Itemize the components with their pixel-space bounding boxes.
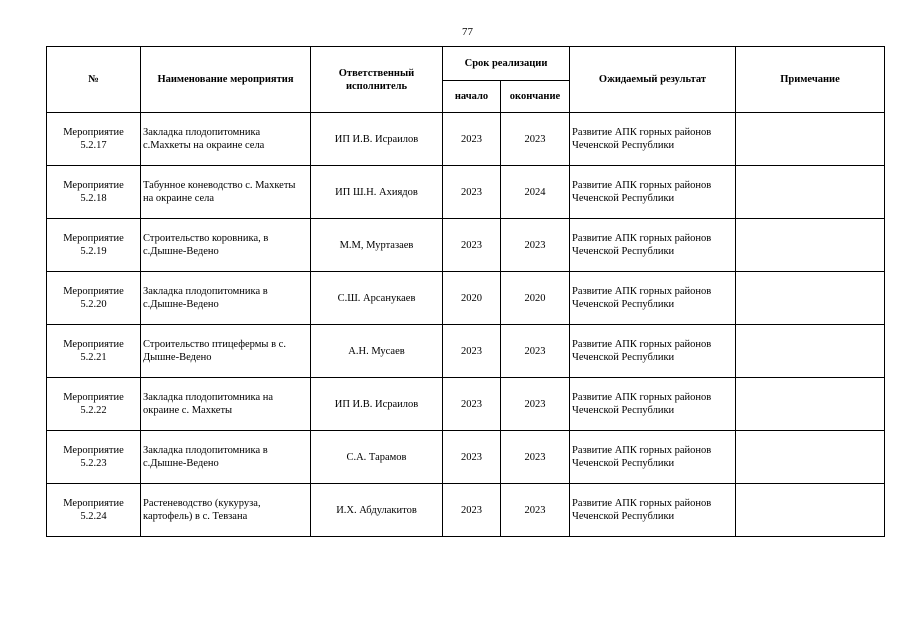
measure-start: 2023 <box>443 431 501 484</box>
measure-result: Развитие АПК горных районов Чеченской Республики <box>570 219 736 272</box>
measure-number-cell <box>47 325 141 378</box>
measure-number-cell <box>47 219 141 272</box>
measure-result: Развитие АПК горных районов Чеченской Республики <box>570 113 736 166</box>
measure-note <box>736 219 885 272</box>
measure-number-cell <box>47 166 141 219</box>
table-row <box>47 113 885 166</box>
measure-name: Растеневодство (кукуруза, картофель) в с. Тевзана <box>141 484 311 537</box>
measure-number-cell <box>47 484 141 537</box>
measure-name: Строительство птицефермы в с. Дышне-Ведено <box>141 325 311 378</box>
measure-responsible: С.Ш. Арсанукаев <box>311 272 443 325</box>
measure-label: Мероприятие <box>63 233 124 244</box>
table-header <box>47 47 885 113</box>
measure-name: Табунное коневодство с. Махкеты на окраине села <box>141 166 311 219</box>
measure-label: Мероприятие <box>63 392 124 403</box>
table-row <box>47 378 885 431</box>
table-row <box>47 219 885 272</box>
header-note: Примечание <box>736 47 885 113</box>
measure-end: 2023 <box>501 431 570 484</box>
header-start: начало <box>443 81 501 113</box>
measure-responsible: ИП И.В. Исраилов <box>311 378 443 431</box>
measure-label: Мероприятие <box>63 498 124 509</box>
measure-label: Мероприятие <box>63 339 124 350</box>
measure-responsible: А.Н. Мусаев <box>311 325 443 378</box>
measure-start: 2023 <box>443 113 501 166</box>
measure-start: 2023 <box>443 378 501 431</box>
measure-end: 2023 <box>501 484 570 537</box>
table-row <box>47 325 885 378</box>
header-end: окончание <box>501 81 570 113</box>
measure-note <box>736 272 885 325</box>
measure-code: 5.2.17 <box>80 140 107 151</box>
measure-result: Развитие АПК горных районов Чеченской Республики <box>570 378 736 431</box>
measure-note <box>736 325 885 378</box>
measure-name: Закладка плодопитомника в с.Дышне-Ведено <box>141 272 311 325</box>
measure-code: 5.2.23 <box>80 458 107 469</box>
measure-label: Мероприятие <box>63 445 124 456</box>
measures-table <box>46 46 885 537</box>
measure-number-cell <box>47 431 141 484</box>
measure-code: 5.2.22 <box>80 405 107 416</box>
measure-start: 2020 <box>443 272 501 325</box>
measure-start: 2023 <box>443 325 501 378</box>
measure-result: Развитие АПК горных районов Чеченской Республики <box>570 325 736 378</box>
measure-note <box>736 431 885 484</box>
measure-label: Мероприятие <box>63 180 124 191</box>
measure-note <box>736 484 885 537</box>
measure-label: Мероприятие <box>63 127 124 138</box>
measure-responsible: ИП И.В. Исраилов <box>311 113 443 166</box>
measure-start: 2023 <box>443 166 501 219</box>
measure-code: 5.2.24 <box>80 511 107 522</box>
measure-code: 5.2.21 <box>80 352 107 363</box>
measure-label: Мероприятие <box>63 286 124 297</box>
header-period: Срок реализации <box>443 47 570 81</box>
measure-note <box>736 166 885 219</box>
measure-code: 5.2.20 <box>80 299 107 310</box>
measure-code: 5.2.19 <box>80 246 107 257</box>
measure-responsible: ИП Ш.Н. Ахиядов <box>311 166 443 219</box>
measure-end: 2024 <box>501 166 570 219</box>
measure-number-cell <box>47 113 141 166</box>
measure-name: Закладка плодопитомника в с.Дышне-Ведено <box>141 431 311 484</box>
measure-code: 5.2.18 <box>80 193 107 204</box>
table-row <box>47 431 885 484</box>
table-row <box>47 166 885 219</box>
table-row <box>47 484 885 537</box>
page-number: 77 <box>462 26 473 38</box>
header-number: № <box>47 47 141 113</box>
measure-responsible: С.А. Тарамов <box>311 431 443 484</box>
measure-end: 2020 <box>501 272 570 325</box>
table-row <box>47 272 885 325</box>
measure-start: 2023 <box>443 219 501 272</box>
measure-result: Развитие АПК горных районов Чеченской Республики <box>570 166 736 219</box>
measure-result: Развитие АПК горных районов Чеченской Республики <box>570 272 736 325</box>
header-name: Наименование мероприятия <box>141 47 311 113</box>
measure-name: Закладка плодопитомника с.Махкеты на окраине села <box>141 113 311 166</box>
measure-end: 2023 <box>501 113 570 166</box>
measure-end: 2023 <box>501 219 570 272</box>
table-body <box>47 113 885 537</box>
measure-number-cell <box>47 378 141 431</box>
measure-end: 2023 <box>501 325 570 378</box>
header-result: Ожидаемый результат <box>570 47 736 113</box>
measure-name: Строительство коровника, в с.Дышне-Ведено <box>141 219 311 272</box>
measure-responsible: И.Х. Абдулакитов <box>311 484 443 537</box>
measure-end: 2023 <box>501 378 570 431</box>
header-responsible: Ответственный исполнитель <box>311 47 443 113</box>
measure-result: Развитие АПК горных районов Чеченской Республики <box>570 484 736 537</box>
measure-start: 2023 <box>443 484 501 537</box>
measure-responsible: М.М, Муртазаев <box>311 219 443 272</box>
measure-note <box>736 378 885 431</box>
measure-note <box>736 113 885 166</box>
measure-name: Закладка плодопитомника на окраине с. Махкеты <box>141 378 311 431</box>
measure-result: Развитие АПК горных районов Чеченской Республики <box>570 431 736 484</box>
measure-number-cell <box>47 272 141 325</box>
